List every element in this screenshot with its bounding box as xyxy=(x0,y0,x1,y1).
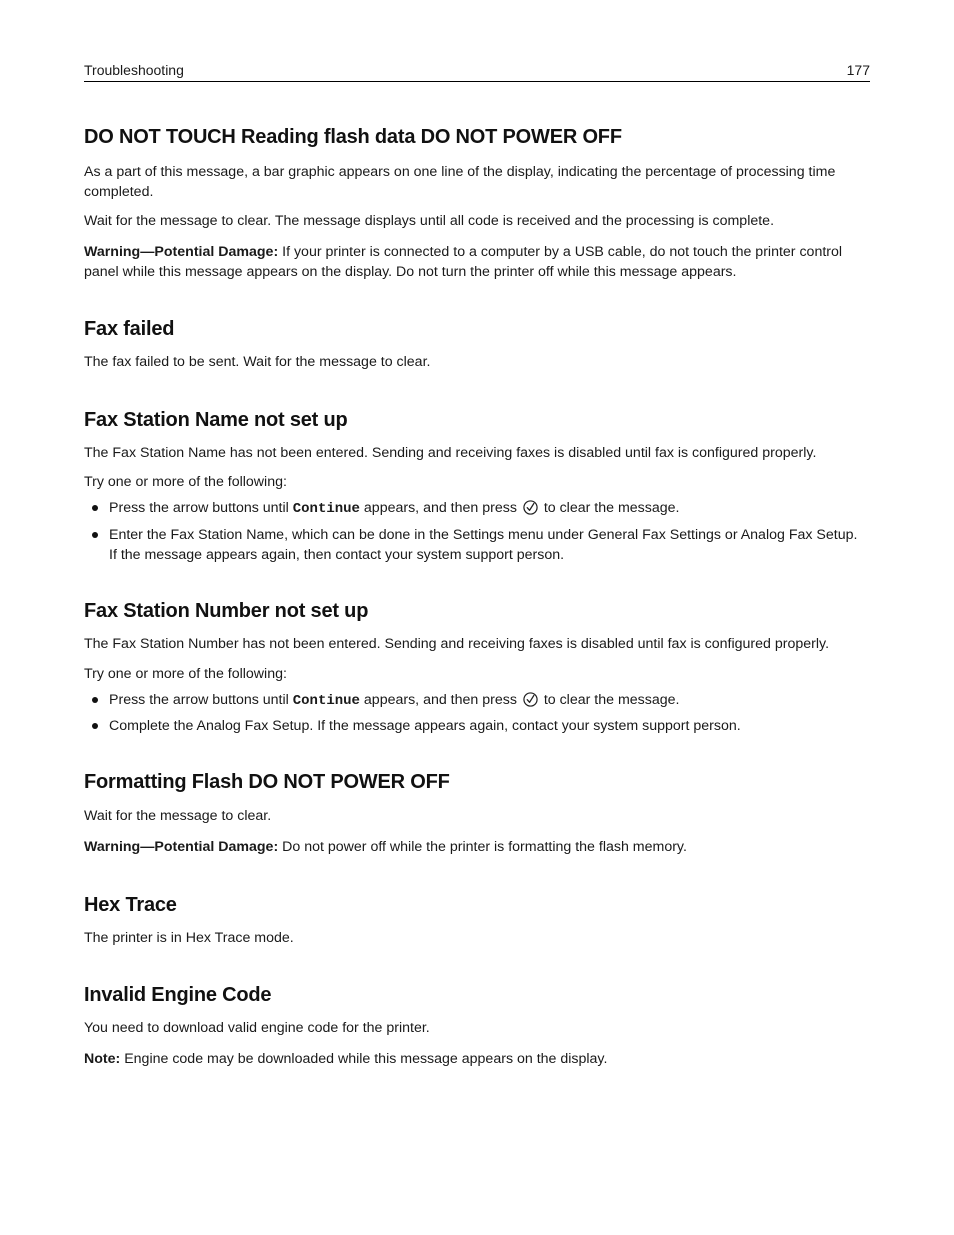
paragraph: Try one or more of the following: xyxy=(84,666,287,682)
bullet-dot xyxy=(92,532,98,538)
note-paragraph xyxy=(84,1050,870,1070)
paragraph: The printer is in Hex Trace mode. xyxy=(84,930,294,946)
list-item-text: Press the arrow buttons until xyxy=(109,500,293,516)
warning-paragraph xyxy=(84,838,870,858)
note-text: Engine code may be downloaded while this message appears on the display. xyxy=(120,1051,608,1067)
paragraph: Wait for the message to clear. xyxy=(84,808,272,824)
page-header xyxy=(84,60,870,82)
paragraph: The Fax Station Name has not been entered. Sending and receiving faxes is disabled until fax is configured properly. xyxy=(84,445,817,461)
list-item-text: to clear the message. xyxy=(539,500,680,516)
warning-paragraph xyxy=(84,243,870,282)
paragraph: Wait for the message to clear. The message displays until all code is received and the processing is complete. xyxy=(84,213,775,229)
heading-invalid-engine-code: Invalid Engine Code xyxy=(84,984,272,1006)
list-item-text: Complete the Analog Fax Setup. If the message appears again, contact your system support person. xyxy=(109,718,741,734)
list-item-text: appears, and then press xyxy=(359,692,521,708)
warning-text: Do not power off while the printer is formatting the flash memory. xyxy=(278,839,687,855)
bullet-dot xyxy=(92,697,98,703)
continue-code: Continue xyxy=(292,693,360,709)
heading-fax-station-name: Fax Station Name not set up xyxy=(84,409,348,431)
header-section-title: Troubleshooting xyxy=(84,62,184,78)
paragraph: Try one or more of the following: xyxy=(84,474,287,490)
continue-code: Continue xyxy=(292,501,360,517)
list-item-text: appears, and then press xyxy=(359,500,521,516)
select-check-icon xyxy=(523,500,538,515)
list-item-text: to clear the message. xyxy=(539,692,680,708)
bullet-dot xyxy=(92,723,98,729)
heading-hex-trace: Hex Trace xyxy=(84,894,177,916)
heading-reading-flash: DO NOT TOUCH Reading flash data DO NOT POWER OFF xyxy=(84,126,622,148)
header-page-number: 177 xyxy=(846,62,870,78)
heading-formatting-flash: Formatting Flash DO NOT POWER OFF xyxy=(84,771,450,793)
heading-fax-station-number: Fax Station Number not set up xyxy=(84,600,369,622)
paragraph: As a part of this message, a bar graphic appears on one line of the display, indicating the percentage of processing time completed. xyxy=(84,164,836,200)
list-item-text: Enter the Fax Station Name, which can be done in the Settings menu under General Fax Settings or Analog Fax Setup. If the message appears again, then contact your system support person. xyxy=(109,527,858,563)
paragraph: You need to download valid engine code for the printer. xyxy=(84,1020,430,1036)
bullet-dot xyxy=(92,505,98,511)
heading-fax-failed: Fax failed xyxy=(84,318,175,340)
warning-label: Warning—Potential Damage: xyxy=(84,839,279,855)
paragraph: The fax failed to be sent. Wait for the message to clear. xyxy=(84,354,431,370)
note-label: Note: xyxy=(84,1051,121,1067)
warning-text: If your printer is connected to a computer by a USB cable, do not touch the printer control panel while this message appears on the display. Do not turn the printer off while this message appears. xyxy=(84,244,843,280)
list-item-text: Press the arrow buttons until xyxy=(109,692,293,708)
select-check-icon xyxy=(523,692,538,707)
paragraph: The Fax Station Number has not been entered. Sending and receiving faxes is disabled until fax is configured properly. xyxy=(84,636,830,652)
warning-label: Warning—Potential Damage: xyxy=(84,244,279,260)
